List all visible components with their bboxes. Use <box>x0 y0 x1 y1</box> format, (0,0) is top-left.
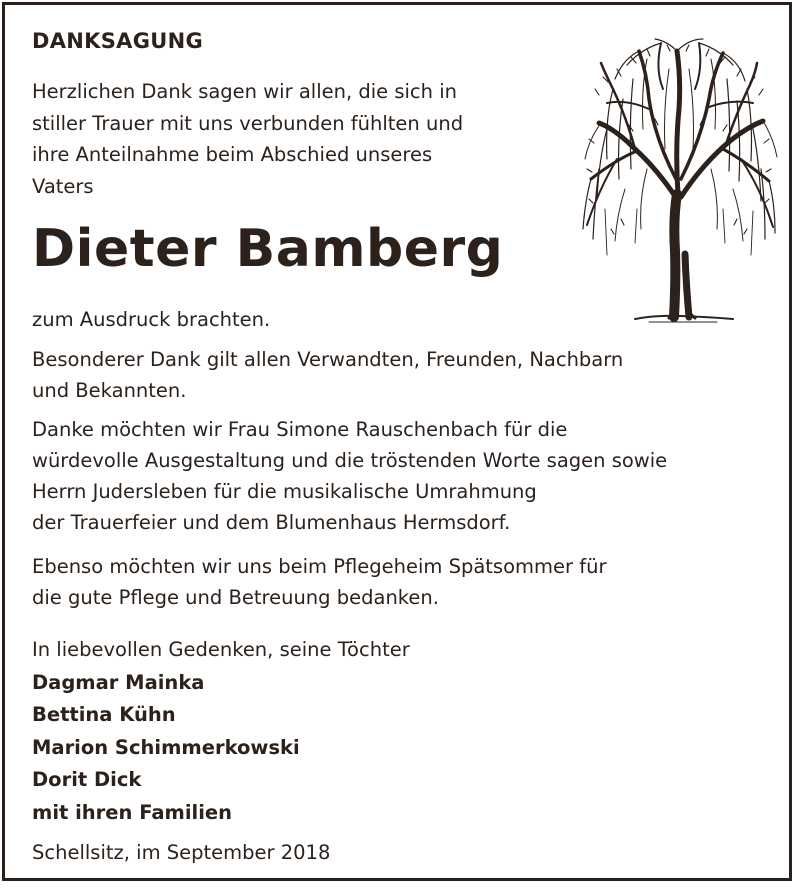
intro-line: ihre Anteilnahme beim Abschied unseres <box>32 143 433 166</box>
thanks-line: Danke möchten wir Frau Simone Rauschenbach für die <box>32 418 568 441</box>
intro-paragraph <box>32 76 463 202</box>
special-thanks-line: und Bekannten. <box>32 379 187 402</box>
deceased-name: Dieter Bamberg <box>32 219 504 279</box>
intro-line: Vaters <box>32 174 94 198</box>
intro-line: stiller Trauer mit uns verbunden fühlten und <box>32 111 464 135</box>
care-paragraph <box>32 551 606 613</box>
signatory-families: mit ihren Familien <box>32 800 233 824</box>
thanks-line: Herrn Judersleben für die musikalische Umrahmung <box>32 480 537 503</box>
signatory-name: Bettina Kühn <box>32 703 176 726</box>
tree-icon <box>577 29 781 325</box>
special-thanks-line: Besonderer Dank gilt allen Verwandten, Freunden, Nachbarn <box>32 348 624 371</box>
dateline: Schellsitz, im September 2018 <box>32 841 331 864</box>
thanks-line: würdevolle Ausgestaltung und die tröstenden Worte sagen sowie <box>32 449 668 472</box>
special-thanks-paragraph <box>32 344 623 406</box>
signoff-intro: In liebevollen Gedenken, seine Töchter <box>32 638 410 661</box>
signatory-name: Dorit Dick <box>32 768 142 791</box>
care-line: die gute Pflege und Betreuung bedanken. <box>32 586 439 609</box>
care-line: Ebenso möchten wir uns beim Pflegeheim Spätsommer für <box>32 555 607 578</box>
signatory-name: Dagmar Mainka <box>32 670 205 694</box>
signoff-block <box>32 634 410 829</box>
notice-heading: DANKSAGUNG <box>32 29 204 53</box>
intro-line: Herzlichen Dank sagen wir allen, die sich in <box>32 80 457 103</box>
thanks-paragraph <box>32 414 667 538</box>
thanks-line: der Trauerfeier und dem Blumenhaus Hermsdorf. <box>32 511 511 534</box>
signatory-name: Marion Schimmerkowski <box>32 735 300 759</box>
obituary-notice <box>2 2 792 881</box>
after-name-text: zum Ausdruck brachten. <box>32 308 271 331</box>
